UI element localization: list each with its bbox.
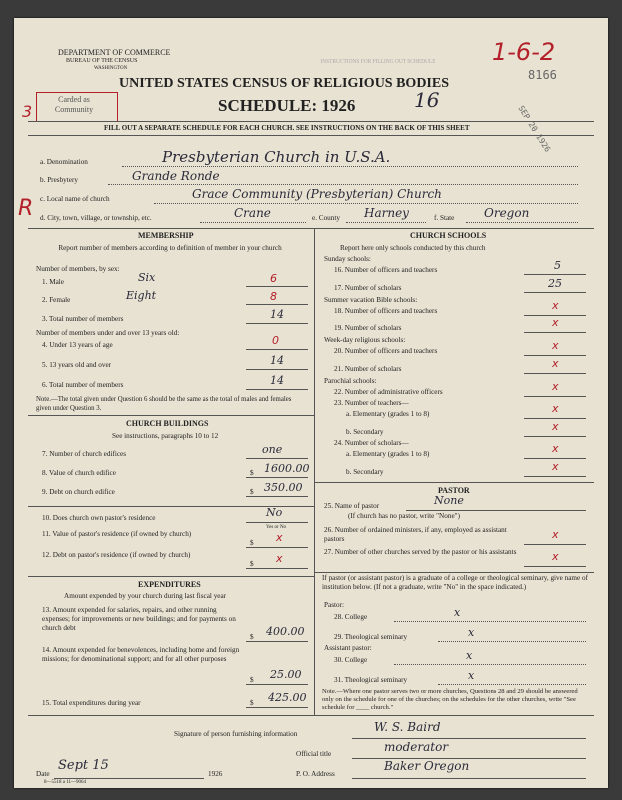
q14-label: 14. Amount expended for benevolences, including home and foreign missions; for denominational support; and for all other purposes [42,646,240,663]
local-name-value: Grace Community (Presbyterian) Church [192,187,442,201]
q5-label: 5. 13 years old and over [42,361,112,369]
q16-label: 16. Number of officers and teachers [334,266,438,274]
stamp-date: SEP 20 1926 [516,104,553,154]
q24-label: 24. Number of scholars— [334,439,409,447]
denomination-label: a. Denomination [40,158,88,166]
rule [154,203,578,204]
rule [28,121,594,122]
rule [246,707,308,708]
city-label: d. City, town, village, or township, etc. [40,214,152,222]
q17-value: 25 [548,277,562,290]
dept-name: DEPARTMENT OF COMMERCE [58,48,171,57]
state-label: f. State [434,214,455,222]
q12-label: 12. Debt on pastor's residence (if owned by church) [42,551,191,559]
q19-label: 19. Number of scholars [334,324,402,332]
rule [352,738,586,739]
rule [28,415,314,416]
age-label: Number of members under and over 13 years old: [36,329,180,337]
rule [524,458,586,459]
pastor-note: Note.—Where one pastor serves two or more churches, Questions 28 and 29 should be answered only on the schedule for one of the churches; on the schedules for the other churches, write "See schedule for ____ church." [322,688,578,711]
pastor-title: PASTOR [438,486,470,495]
rule [352,778,586,779]
dollar-sign: $ [250,676,254,684]
q27-label: 27. Number of other churches served by the pastor or his assistants [324,548,517,556]
q23-label: 23. Number of teachers— [334,399,409,407]
bureau-name: BUREAU OF THE CENSUS [66,58,138,64]
schools-title: CHURCH SCHOOLS [410,231,487,240]
q2-value: 8 [270,290,277,303]
rule [524,436,586,437]
county-value: Harney [364,206,409,220]
q22-label: 22. Number of administrative officers [334,388,443,396]
q15-label: 15. Total expenditures during year [42,699,141,707]
dollar-sign: $ [250,539,254,547]
rule [246,496,308,497]
q10-label: 10. Does church own pastor's residence [42,514,156,522]
q24b-label: b. Secondary [346,468,384,476]
q30-label: 30. College [334,656,368,664]
q26-value: x [552,528,559,541]
rule [466,222,578,223]
q3-value: 14 [270,308,284,321]
form-title: UNITED STATES CENSUS OF RELIGIOUS BODIES [119,76,450,91]
q5-value: 14 [270,354,284,367]
q1-value: 6 [270,272,277,285]
q28-label: 28. College [334,613,368,621]
rule [246,641,308,642]
schools-subtitle: Report here only schools conducted by this church [340,244,486,252]
rule [406,510,586,511]
q6-value: 14 [270,374,284,387]
q2-label: 2. Female [42,296,71,304]
q13-value: 400.00 [266,625,305,638]
date-label: Date [36,770,50,778]
q31-label: 31. Theological seminary [334,676,408,684]
q23b-value: x [552,420,559,433]
by-sex-label: Number of members, by sex: [36,265,120,273]
dollar-sign: $ [250,560,254,568]
mark-16: 16 [414,88,440,112]
local-name-label: c. Local name of church [40,195,110,203]
q25-hint: (If church has no pastor, write "None") [348,512,460,520]
buildings-subtitle: See instructions, paragraphs 10 to 12 [112,432,219,440]
rule [200,222,306,223]
q16-value: 5 [554,259,561,272]
q4-label: 4. Under 13 years of age [42,341,113,349]
rule [28,576,314,577]
q24a-label: a. Elementary (grades 1 to 8) [346,450,430,458]
q11-value: x [276,531,283,544]
q18-label: 18. Number of officers and teachers [334,307,438,315]
dollar-sign: $ [250,488,254,496]
q23b-label: b. Secondary [346,428,384,436]
rule [524,476,586,477]
rule [524,396,586,397]
q31-value: x [468,669,475,682]
q11-label: 11. Value of pastor's residence (if owned by church) [42,530,192,538]
q9-value: 350.00 [264,481,303,494]
q26-label: 26. Number of ordained ministers, if any, employed as assistant pastors [324,526,507,543]
instruction-line: FILL OUT A SEPARATE SCHEDULE FOR EACH CHURCH. SEE INSTRUCTIONS ON THE BACK OF THIS SHEET [104,124,470,132]
q12-value: x [276,552,283,565]
year-label: 1926 [208,770,223,778]
q17-label: 17. Number of scholars [334,284,402,292]
q8-value: 1600.00 [264,462,310,475]
handwritten-code: 1-6-2 [492,38,556,66]
q8-label: 8. Value of church edifice [42,469,116,477]
rule [246,286,308,287]
census-schedule-sheet [14,18,608,788]
q9-label: 9. Debt on church edifice [42,488,115,496]
rule [246,684,308,685]
signature-value: W. S. Baird [374,720,441,734]
summer-label: Summer vacation Bible schools: [324,296,418,304]
q27-value: x [552,550,559,563]
q21-value: x [552,357,559,370]
rule [394,664,586,665]
rule [246,547,308,548]
address-label: P. O. Address [296,770,335,778]
rule [246,349,308,350]
q13-label: 13. Amount expended for salaries, repairs, and other running expenses; for improvements or new buildings; and for payments on church debt [42,606,236,632]
rule [524,292,586,293]
rule [246,304,308,305]
rule [246,477,308,478]
rule [246,458,308,459]
rule [524,566,586,567]
q22-value: x [552,380,559,393]
city-name: WASHINGTON [94,66,128,71]
rule [524,373,586,374]
rule [524,355,586,356]
graduate-note: If pastor (or assistant pastor) is a graduate of a college or theological seminary, give name of institution below. (If not a graduate, write "No" in the space indicated.) [322,574,588,591]
schedule-title: SCHEDULE: 1926 [218,96,356,115]
rule [394,621,586,622]
q1-label: 1. Male [42,278,64,286]
weekday-label: Week-day religious schools: [324,336,406,344]
q28-value: x [454,606,461,619]
rule [346,222,426,223]
parochial-label: Parochial schools: [324,377,377,385]
dollar-sign: $ [250,633,254,641]
rule [524,544,586,545]
top-banner: INSTRUCTIONS FOR FILLING OUT SCHEDULE [320,59,436,65]
presbytery-value: Grande Ronde [132,169,220,183]
carded-stamp: Carded as Community [54,95,94,114]
q7-value: one [262,443,283,456]
q19-value: x [552,316,559,329]
rule [524,274,586,275]
date-value: Sept 15 [58,758,109,773]
membership-note: Note.—The total given under Question 6 should be the same as the total of males and females given under Question 3. [36,396,292,412]
pastor-label: Pastor: [324,601,344,609]
q6-label: 6. Total number of members [42,381,124,389]
buildings-title: CHURCH BUILDINGS [126,419,209,428]
mark-r: R [18,196,34,221]
dollar-sign: $ [250,469,254,477]
q18-value: x [552,299,559,312]
rule [28,228,594,229]
q30-value: x [466,649,473,662]
q2-word: Eight [126,289,157,302]
presbytery-label: b. Presbytery [40,176,78,184]
rule [438,684,586,685]
q10-value: No [266,506,283,519]
q24b-value: x [552,460,559,473]
expenditures-subtitle: Amount expended by your church during last fiscal year [64,592,227,600]
q7-label: 7. Number of church edifices [42,450,127,458]
official-title-value: moderator [384,740,449,754]
q29-label: 29. Theological seminary [334,633,408,641]
rule [524,418,586,419]
county-label: e. County [312,214,340,222]
signature-label: Signature of person furnishing information [174,730,298,738]
q20-value: x [552,339,559,352]
q14-value: 25.00 [270,668,302,681]
print-code: 8—5518 a 11—9064 [44,780,87,785]
q10-hint: Yes or No [266,525,287,530]
address-value: Baker Oregon [384,759,470,773]
rule [314,482,594,483]
q25-value: None [434,494,464,507]
q23a-label: a. Elementary (grades 1 to 8) [346,410,430,418]
column-divider [314,228,315,715]
stamp-number: 8166 [528,68,557,82]
rule [246,389,308,390]
rule [524,332,586,333]
sunday-label: Sunday schools: [324,255,371,263]
membership-title: MEMBERSHIP [138,231,194,240]
membership-subtitle: Report number of members according to definition of member in your church [58,244,282,252]
q29-value: x [468,626,475,639]
city-value: Crane [234,206,271,220]
q23a-value: x [552,402,559,415]
official-title-label: Official title [296,750,332,758]
rule [28,135,594,136]
rule [122,166,578,167]
rule [438,641,586,642]
q15-value: 425.00 [268,691,307,704]
rule [246,568,308,569]
rule [246,323,308,324]
denomination-value: Presbyterian Church in U.S.A. [162,148,391,166]
rule [246,369,308,370]
q4-value: 0 [272,334,279,347]
q1-word: Six [138,271,156,284]
rule [314,572,594,573]
expenditures-title: EXPENDITURES [138,580,201,589]
q25-label: 25. Name of pastor [324,502,380,510]
q20-label: 20. Number of officers and teachers [334,347,438,355]
assistant-label: Assistant pastor: [324,644,372,652]
q24a-value: x [552,442,559,455]
rule [108,184,578,185]
mark-three: 3 [22,102,33,121]
q21-label: 21. Number of scholars [334,365,402,373]
dollar-sign: $ [250,699,254,707]
rule [28,715,594,716]
q3-label: 3. Total number of members [42,315,124,323]
state-value: Oregon [484,206,530,220]
rule [54,778,204,779]
